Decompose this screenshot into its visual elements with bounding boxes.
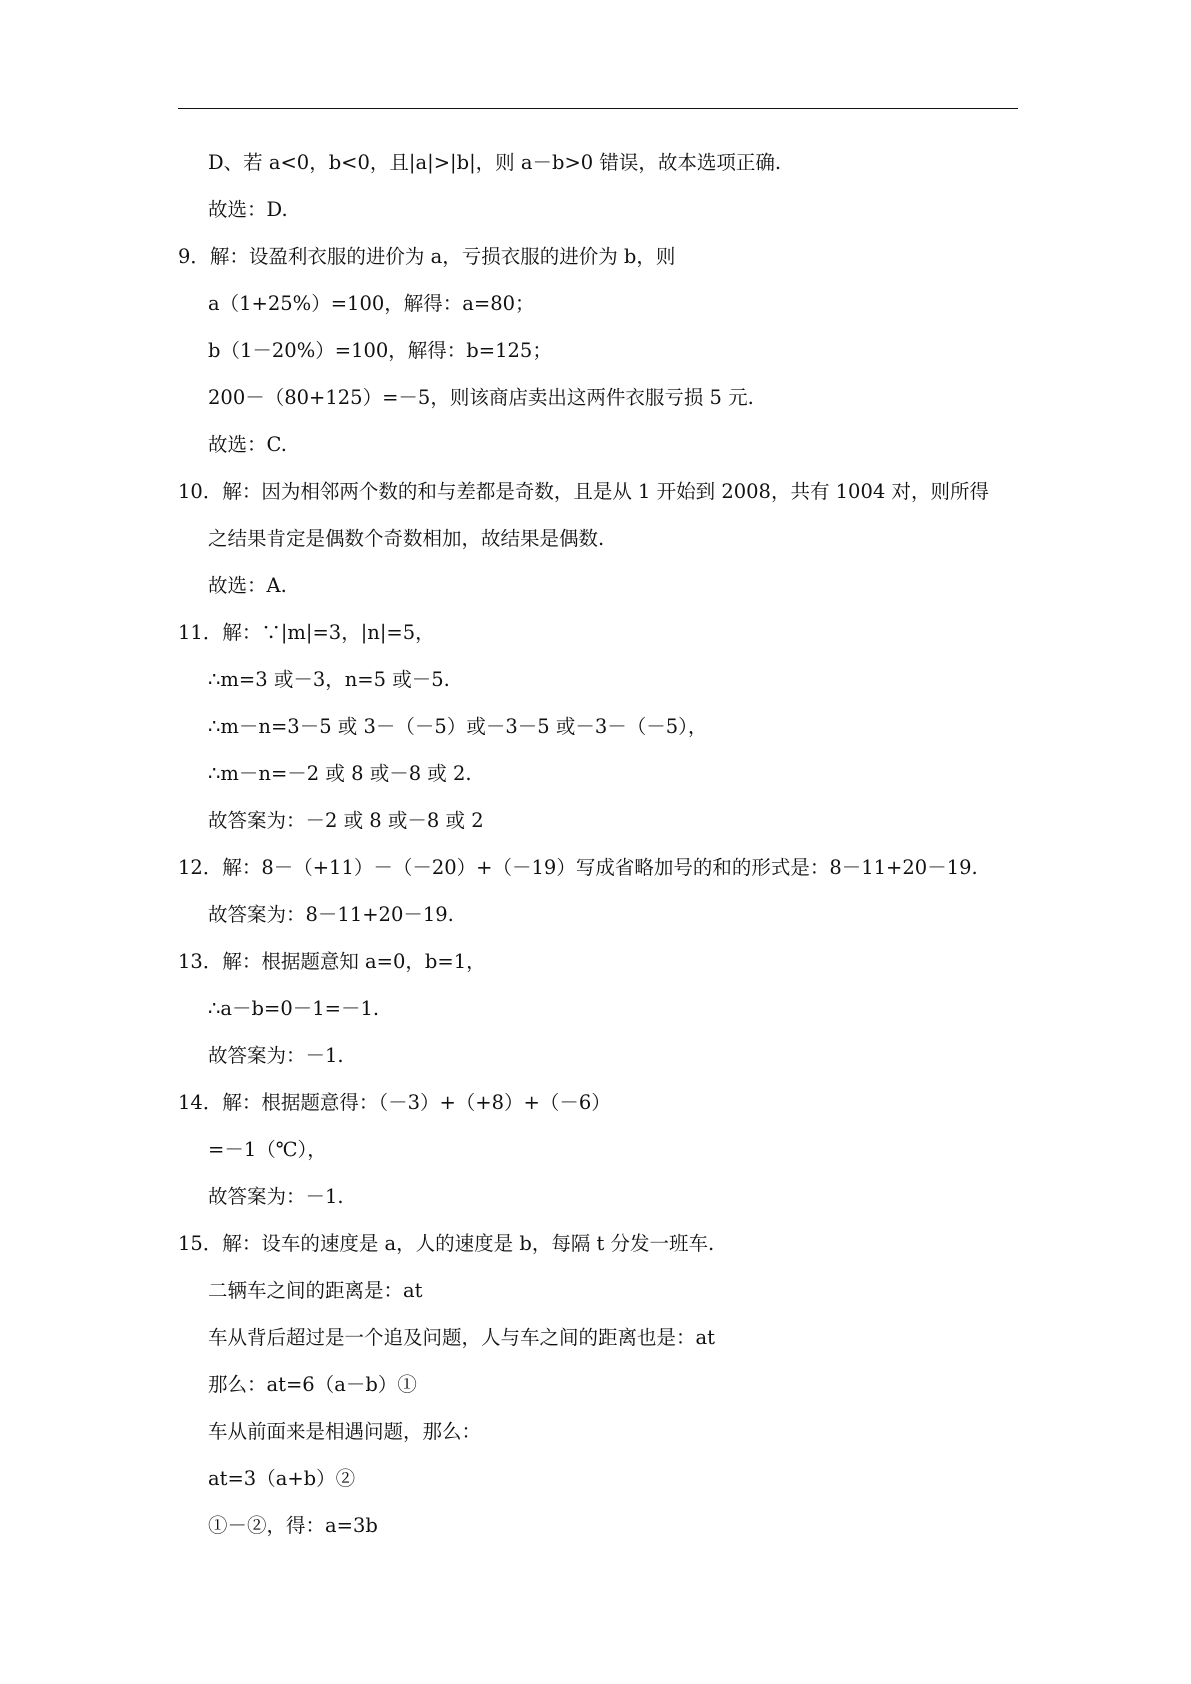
text-line: 12．解：8－（+11）－（－20）+（－19）写成省略加号的和的形式是：8－11+20－19. <box>178 856 978 879</box>
text-line: ∴m－n=3－5 或 3－（－5）或－3－5 或－3－（－5）， <box>208 715 708 738</box>
text-line: 故答案为：－1. <box>208 1044 344 1067</box>
text-line: 11．解：∵|m|=3，|n|=5， <box>178 621 435 644</box>
text-line: 14．解：根据题意得：（－3）+（+8）+（－6） <box>178 1091 611 1114</box>
text-line: b（1－20%）=100，解得：b=125； <box>208 339 552 362</box>
text-line: 那么：at=6（a－b）① <box>208 1373 417 1396</box>
text-line: at=3（a+b）② <box>208 1467 356 1490</box>
text-line: 故答案为：－2 或 8 或－8 或 2 <box>208 809 484 832</box>
text-line: 13．解：根据题意知 a=0，b=1， <box>178 950 486 973</box>
text-line: 15．解：设车的速度是 a，人的速度是 b，每隔 t 分发一班车. <box>178 1232 715 1255</box>
text-line: 200－（80+125）=－5，则该商店卖出这两件衣服亏损 5 元. <box>208 386 754 409</box>
text-line: 车从前面来是相遇问题，那么： <box>208 1420 482 1443</box>
text-line: 之结果肯定是偶数个奇数相加，故结果是偶数. <box>208 527 605 550</box>
text-line: 10．解：因为相邻两个数的和与差都是奇数，且是从 1 开始到 2008，共有 1004 对，则所得 <box>178 480 989 503</box>
text-line: 车从背后超过是一个追及问题，人与车之间的距离也是：at <box>208 1326 715 1349</box>
text-line: 故答案为：8－11+20－19. <box>208 903 454 926</box>
text-line: 故答案为：－1. <box>208 1185 344 1208</box>
text-line: a（1+25%）=100，解得：a=80； <box>208 292 535 315</box>
text-line: ∴m－n=－2 或 8 或－8 或 2. <box>208 762 472 785</box>
text-line: D、若 a<0，b<0，且|a|>|b|，则 a－b>0 错误，故本选项正确. <box>208 151 782 174</box>
text-line: =－1（℃）， <box>208 1138 327 1161</box>
text-line: 故选：D. <box>208 198 288 221</box>
text-line: 故选：C. <box>208 433 287 456</box>
text-line: ∴m=3 或－3，n=5 或－5. <box>208 668 450 691</box>
text-line: 二辆车之间的距离是：at <box>208 1279 423 1302</box>
header-rule <box>178 108 1018 109</box>
text-line: 9．解：设盈利衣服的进价为 a，亏损衣服的进价为 b，则 <box>178 245 676 268</box>
text-line: 故选：A. <box>208 574 287 597</box>
text-line: ∴a－b=0－1=－1. <box>208 997 380 1020</box>
text-line: ①－②，得：a=3b <box>208 1514 378 1537</box>
